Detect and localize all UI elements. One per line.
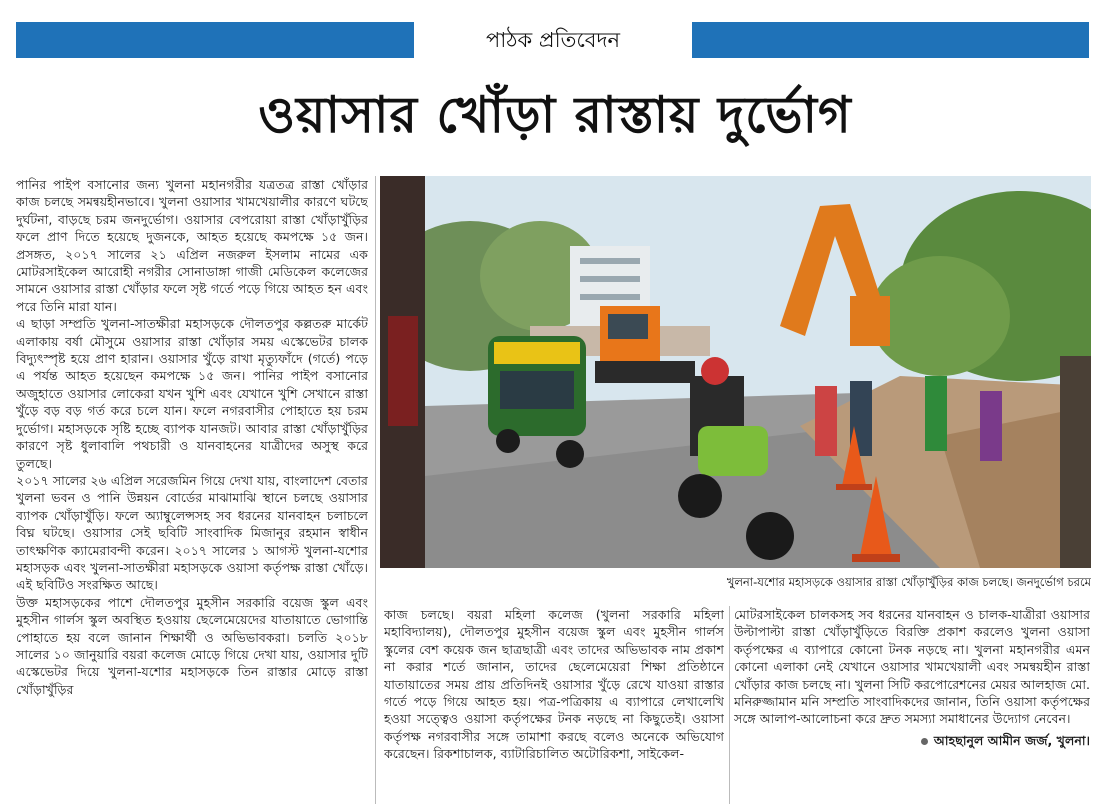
news-photo (380, 176, 1091, 568)
headline: ওয়াসার খোঁড়া রাস্তায় দুর্ভোগ (258, 86, 852, 144)
article-column-3 (734, 606, 1090, 804)
section-label: পাঠক প্রতিবেদন (485, 28, 621, 52)
paragraph: পানির পাইপ বসানোর জন্য খুলনা মহানগরীর যত্রতত্র রাস্তা খোঁড়ার কাজ চলছে সমন্বয়হীনভাবে। খুলনা ওয়াসার খামখেয়ালীর কারণে ঘটছে দুর্ঘটনা, বাড়ছে চরম জনদুর্ভোগ। ওয়াসার বেপরোয়া রাস্তা খোঁড়াখুঁড়ির ফলে প্রাণ দিতে হয়েছে দুজনকে, আহত হয়েছে কমপক্ষে ১৫ জন। প্রসঙ্গত, ২০১৭ সালের ২১ এপ্রিল নজরুল ইসলাম নামের এক মোটরসাইকেল আরোহী নগরীর সোনাডাঙ্গা গাজী মেডিকেল কলেজের সামনে ওয়াসার রাস্তা খোঁড়ার ফলে সৃষ্ট গর্তে পড়ে গিয়ে আহত হন এবং পরে তিনি মারা যান। (16, 177, 368, 314)
paragraph: ২০১৭ সালের ২৬ এপ্রিল সরেজমিন গিয়ে দেখা যায়, বাংলাদেশ বেতার খুলনা ভবন ও পানি উন্নয়ন বোর্ডের মাঝামাঝি স্থানে চলছে ওয়াসার ব্যাপক খোঁড়াখুঁড়ি। ফলে অ্যাম্বুলেন্সসহ সব ধরনের যানবাহন চলাচলে বিঘ্ন ঘটছে। ওয়াসার সেই ছবিটি সাংবাদিক মিজানুর রহমান স্বাধীন তাৎক্ষণিক ক্যামেরাবন্দী করেন। ২০১৭ সালের ১ আগস্ট খুলনা-যশোর মহাসড়ক এবং খুলনা-সাতক্ষীরা মহাসড়কে ওয়াসা কর্তৃপক্ষ রাস্তা খোঁড়ে। এই ছবিটিও সংরক্ষিত আছে। (16, 472, 368, 593)
article-column-2 (384, 606, 724, 804)
column-divider (375, 176, 376, 804)
paragraph: মোটরসাইকেল চালকসহ সব ধরনের যানবাহন ও চালক-যাত্রীরা ওয়াসার উল্টাপাল্টা রাস্তা খোঁড়াখুঁড়িতে বিরক্তি প্রকাশ করলেও খুলনা ওয়াসা কর্তৃপক্ষের এ ব্যাপারে কোনো টনক নড়ছে না। খুলনা মহানগরীর এমন কোনো এলাকা নেই যেখানে ওয়াসার খামখেয়ালী এবং সমন্বয়হীন রাস্তা খোঁড়ার কাজ চলছে না। খুলনা সিটি করপোরেশনের মেয়র আলহাজ মো. মনিরুজ্জামান মনি সম্প্রতি সাংবাদিকদের জানান, তিনি ওয়াসা কর্তৃপক্ষের সঙ্গে আলাপ-আলোচনা করে দ্রুত সমস্যা সমাধানের উদ্যোগ নেবেন। (734, 607, 1090, 727)
article-column-1 (16, 176, 368, 804)
paragraph: কাজ চলছে। বয়রা মহিলা কলেজ (খুলনা সরকারি মহিলা মহাবিদ্যালয়), দৌলতপুর মুহসীন বয়েজ স্কুল এবং মুহসীন গার্লস স্কুলের বেশ কয়েক জন ছাত্রছাত্রী এবং তাদের অভিভাবক নাম প্রকাশ না করার শর্তে জানান, তাদের ছেলেমেয়েরা শিক্ষা প্রতিষ্ঠানে যাতায়াতের সময় প্রায় প্রতিদিনই ওয়াসার খুঁড়ে রেখে যাওয়া রাস্তার গর্তে পড়ে গিয়ে আহত হয়। পত্র-পত্রিকায় এ ব্যাপারে লেখালেখি হওয়া সত্ত্বেও ওয়াসা কর্তৃপক্ষের টনক নড়ছে না কিছুতেই। ওয়াসা কর্তৃপক্ষ নগরবাসীর সঙ্গে তামাশা করছে বলেও অনেকে অভিযোগ করেছেন। রিকশাচালক, ব্যাটারিচালিত অটোরিকশা, সাইকেল- (384, 607, 724, 762)
byline-row (734, 732, 1090, 749)
byline: আহছানুল আমীন জর্জ, খুলনা। (933, 732, 1090, 748)
bullet-icon (921, 738, 928, 745)
paragraph: উক্ত মহাসড়কের পাশে দৌলতপুর মুহসীন সরকারি বয়েজ স্কুল এবং মুহসীন গার্লস স্কুল অবস্থিত হওয়ায় ছেলেমেয়েদের যাতায়াতে ভোগান্তি পোহাতে হয় বলে জানান শিক্ষার্থী ও অভিভাবকরা। চলতি ২০১৮ সালের ১০ জানুয়ারি বয়রা কলেজ মোড়ে গিয়ে দেখা যায়, ওয়াসার দুটি এস্কেভেটর দিয়ে খুলনা-যশোর মহাসড়কে তিন রাস্তার মোড়ে রাস্তা খোঁড়াখুঁড়ির (16, 594, 368, 697)
header-band-left (16, 22, 414, 58)
header-band-right (692, 22, 1089, 58)
column-divider (729, 606, 730, 804)
paragraph: এ ছাড়া সম্প্রতি খুলনা-সাতক্ষীরা মহাসড়কে দৌলতপুর কল্লতরু মার্কেট এলাকায় বর্ষা মৌসুমে ওয়াসার রাস্তা খোঁড়ার সময় এস্কেভেটর চালক বিদ্যুৎস্পৃষ্ট হয়ে প্রাণ হারান। ওয়াসার খুঁড়ে রাখা মৃত্যুফাঁদে (গর্তে) পড়ে এ পর্যন্ত আহত হয়েছেন কমপক্ষে ১৫ জন। পানির পাইপ বসানোর অজুহাতে ওয়াসার লোকেরা যখন খুশি এবং যেখানে খুশি সেখানে রাস্তা খুঁড়ে বড় বড় গর্ত করে চলে যান। ফলে নগরবাসীর পোহাতে হয় চরম দুর্ভোগ। মহাসড়কে সৃষ্টি হচ্ছে ব্যাপক যানজট। আবার রাস্তা খোঁড়াখুঁড়ির কারণে সৃষ্ট ধুলাবালি পথচারী ও যানবাহনের যাত্রীদের অসুস্থ করে তুলছে। (16, 316, 368, 471)
photo-caption: খুলনা-যশোর মহাসড়কে ওয়াসার রাস্তা খোঁড়াখুঁড়ির কাজ চলছে। জনদুর্ভোগ চরমে (726, 575, 1091, 589)
